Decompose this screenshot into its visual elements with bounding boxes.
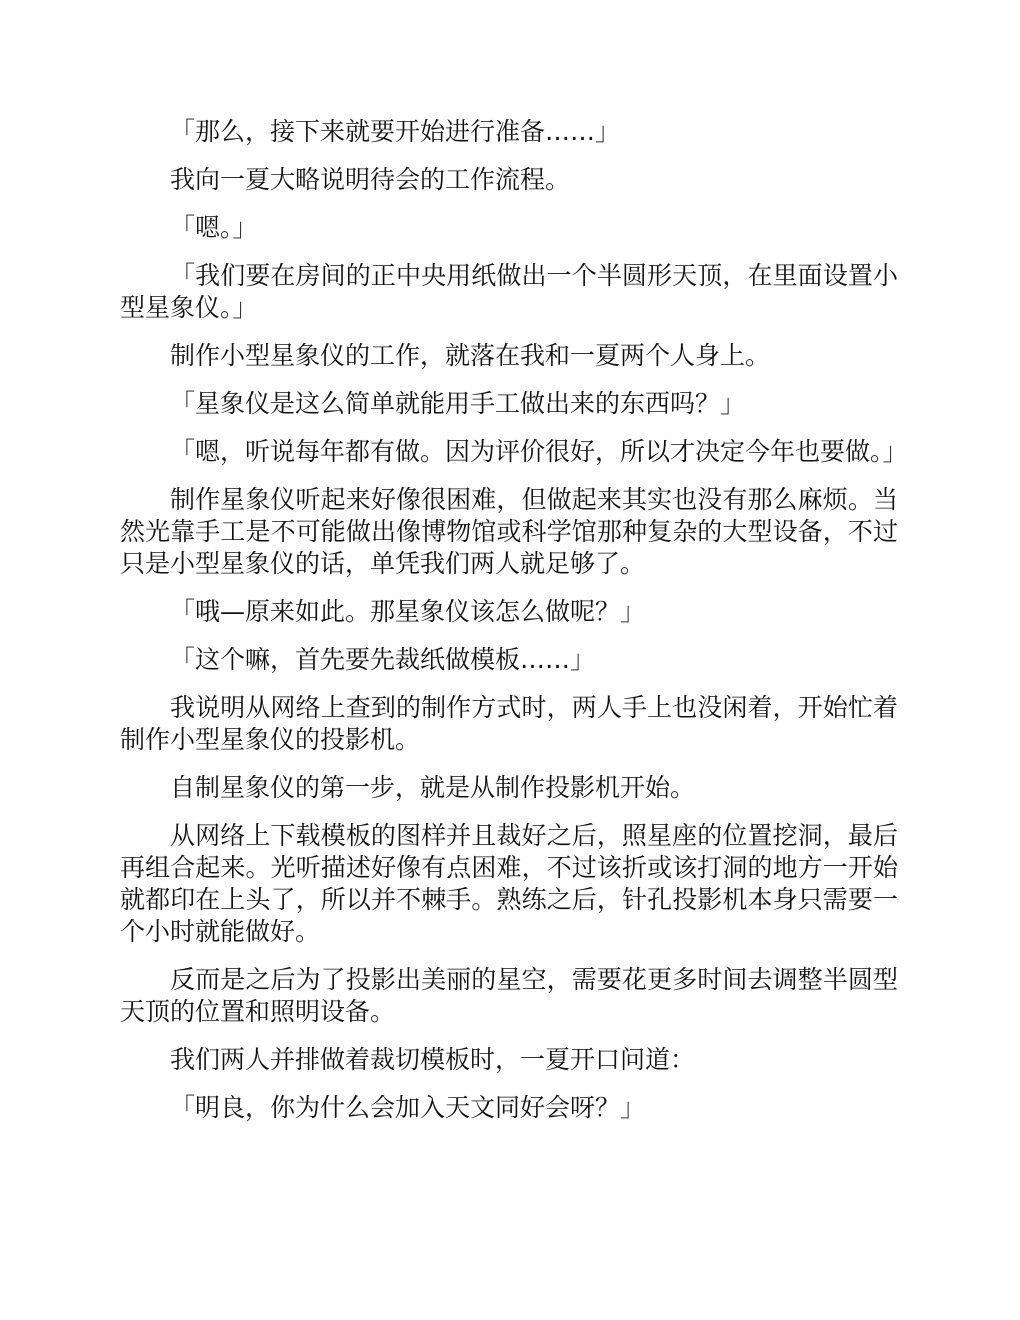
paragraph: 自制星象仪的第一步，就是从制作投影机开始。 [170,773,696,802]
paragraph: 「那么，接下来就要开始进行准备……」 [170,117,621,146]
paragraph: 我向一夏大略说明待会的工作流程。 [170,165,571,194]
paragraph: 「这个嘛，首先要先裁纸做模板……」 [170,645,596,674]
paragraph: 我们两人并排做着裁切模板时，一夏开口问道： [170,1045,696,1074]
paragraph: 我说明从网络上查到的制作方式时，两人手上也没闲着，开始忙着制作小型星象仪的投影机。 [120,693,898,754]
paragraph: 制作小型星象仪的工作，就落在我和一夏两个人身上。 [170,341,771,370]
paragraph: 「哦—原来如此。那星象仪该怎么做呢？」 [170,597,646,626]
paragraph: 制作星象仪听起来好像很困难，但做起来其实也没有那么麻烦。当然光靠手工是不可能做出像博物馆或科学馆那种复杂的大型设备，不过只是小型星象仪的话，单凭我们两人就足够了。 [120,485,898,578]
paragraph: 反而是之后为了投影出美丽的星空，需要花更多时间去调整半圆型天顶的位置和照明设备。 [120,965,898,1026]
body-text [120,116,908,1140]
paragraph: 「嗯，听说每年都有做。因为评价很好，所以才决定今年也要做。」 [170,437,908,466]
paragraph: 「明良，你为什么会加入天文同好会呀？」 [170,1093,646,1122]
paragraph: 从网络上下载模板的图样并且裁好之后，照星座的位置挖洞，最后再组合起来。光听描述好像有点困难，不过该折或该打洞的地方一开始就都印在上头了，所以并不棘手。熟练之后，针孔投影机本身只需要一个小时就能做好。 [120,821,898,946]
paragraph: 「星象仪是这么简单就能用手工做出来的东西吗？」 [170,389,746,418]
paragraph: 「我们要在房间的正中央用纸做出一个半圆形天顶，在里面设置小型星象仪。」 [120,261,898,322]
paragraph: 「嗯。」 [170,213,258,242]
